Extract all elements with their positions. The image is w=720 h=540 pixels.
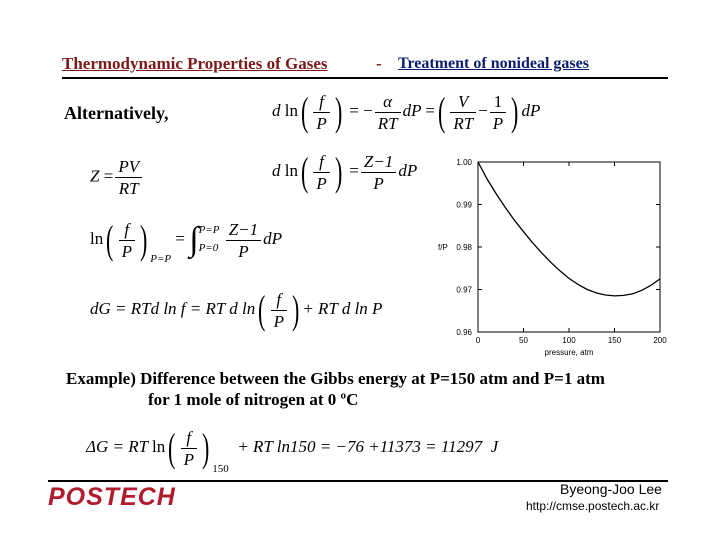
x-tick-label: 0 bbox=[475, 336, 481, 345]
header-rule bbox=[62, 77, 668, 79]
integral-sign: ∫ bbox=[189, 221, 199, 258]
example-text bbox=[66, 368, 605, 410]
plot-frame bbox=[478, 162, 660, 332]
y-tick-label: 0.97 bbox=[456, 285, 472, 295]
x-axis-label: pressure, atm bbox=[544, 348, 594, 357]
alternatively-label: Alternatively, bbox=[64, 103, 169, 123]
series-line-f-over-p bbox=[478, 162, 660, 296]
slide-header bbox=[62, 54, 668, 78]
y-tick-label: 0.96 bbox=[456, 328, 472, 337]
equation-dlnf-alpha: d ln( $\frac{f}{P}$ ) = − $\frac{\alpha}{RT}$ dP =( $\frac{V}{RT}$ − $\frac{1}{P}$ ) dP bbox=[272, 89, 541, 134]
equation-integral: ln( $\frac{f}{P}$ ) $_{P=P}$ = ∫ P=P P=0 $\frac{Z-1}{P}$ dP bbox=[90, 217, 283, 265]
postech-logo bbox=[48, 483, 233, 509]
equation-dG: dG = RTd ln f = RT d ln( $\frac{f}{P}$ ) + RT d ln P bbox=[90, 287, 383, 332]
y-tick-label: 1.00 bbox=[456, 158, 472, 167]
equation-compressibility: Z = $\frac{PV}{RT}$ bbox=[90, 158, 144, 197]
svg-text:POSTECH: POSTECH bbox=[48, 483, 176, 509]
x-tick-label: 50 bbox=[519, 336, 528, 345]
slide-subtitle: Treatment of nonideal gases bbox=[398, 55, 589, 72]
example-line-2: for 1 mole of nitrogen at 0 ºC bbox=[148, 390, 359, 409]
slide-title: Thermodynamic Properties of Gases bbox=[62, 54, 328, 73]
y-tick-label: 0.98 bbox=[456, 243, 472, 252]
x-tick-label: 100 bbox=[562, 336, 576, 345]
fugacity-coefficient-chart bbox=[430, 150, 670, 365]
title-separator: - bbox=[376, 54, 382, 73]
example-line-1: Example) Difference between the Gibbs energy at P=150 atm and P=1 atm bbox=[66, 369, 605, 388]
author-name: Byeong-Joo Lee bbox=[560, 481, 662, 497]
website-url: http://cmse.postech.ac.kr bbox=[526, 499, 660, 513]
equation-dlnf-z: d ln( $\frac{f}{P}$ ) = $\frac{Z-1}{P}$ dP bbox=[272, 149, 418, 194]
y-tick-label: 0.99 bbox=[456, 200, 472, 210]
x-tick-label: 200 bbox=[653, 336, 667, 345]
equation-deltaG-result: ΔG = RT ln( $\frac{f}{P}$ ) $_{150}$ + RT ln150 = −76 +11373 = 11297 J bbox=[86, 425, 499, 475]
y-axis-label: f/P bbox=[438, 243, 448, 252]
x-tick-label: 150 bbox=[607, 336, 622, 345]
